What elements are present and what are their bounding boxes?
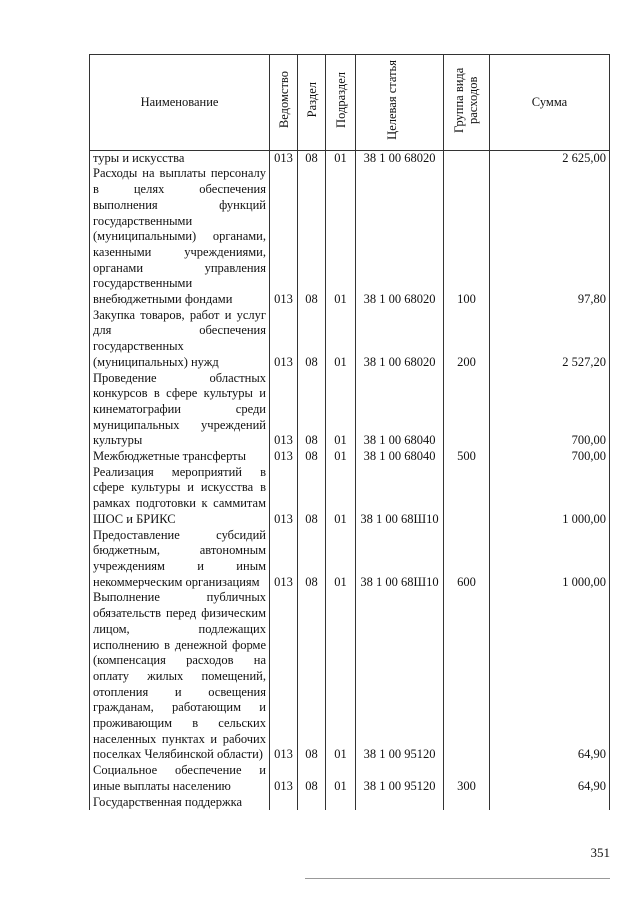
cell-name: Государственная поддержка [90, 795, 270, 811]
cell-razd: 08 [298, 371, 326, 450]
cell-name: туры и искусства [90, 150, 270, 166]
table-row [90, 166, 610, 307]
header-vedomstvo-label: Ведомство [276, 71, 291, 129]
cell-pod: 01 [326, 308, 356, 371]
cell-cel: 38 1 00 68020 [356, 166, 444, 307]
header-vedomstvo [270, 55, 298, 151]
header-razdel-label: Раздел [304, 82, 319, 118]
cell-razd: 08 [298, 528, 326, 591]
header-gruppa [444, 55, 490, 151]
header-celevaya [356, 55, 444, 151]
cell-ved: 013 [270, 308, 298, 371]
cell-cel: 38 1 00 68020 [356, 308, 444, 371]
cell-grp: 300 [444, 763, 490, 794]
cell-pod [326, 795, 356, 811]
cell-sum: 2 625,00 [490, 150, 610, 166]
cell-grp [444, 371, 490, 450]
cell-grp [444, 465, 490, 528]
cell-sum [490, 795, 610, 811]
cell-sum: 64,90 [490, 763, 610, 794]
cell-pod: 01 [326, 166, 356, 307]
cell-razd: 08 [298, 590, 326, 763]
header-podrazdel-label: Подраздел [333, 72, 348, 128]
cell-sum: 700,00 [490, 449, 610, 465]
header-celevaya-label: Целевая статья [384, 60, 399, 140]
table-row [90, 763, 610, 794]
cell-sum: 700,00 [490, 371, 610, 450]
table-row [90, 308, 610, 371]
cell-cel: 38 1 00 68Ш10 [356, 465, 444, 528]
cell-ved: 013 [270, 590, 298, 763]
cell-razd: 08 [298, 465, 326, 528]
cell-ved: 013 [270, 371, 298, 450]
budget-table [89, 54, 610, 810]
header-name [90, 55, 270, 151]
cell-ved: 013 [270, 150, 298, 166]
cell-ved: 013 [270, 449, 298, 465]
header-summa-label: Сумма [531, 94, 568, 109]
page-number: 351 [590, 845, 610, 860]
cell-grp: 500 [444, 449, 490, 465]
table-row [90, 449, 610, 465]
cell-cel: 38 1 00 68Ш10 [356, 528, 444, 591]
cell-name: Реализация мероприятий в сфере культуры и искусства в рамках подготовки к саммитам ШОС и БРИКС [90, 465, 270, 528]
cell-cel: 38 1 00 68020 [356, 150, 444, 166]
cell-razd: 08 [298, 449, 326, 465]
header-summa [490, 55, 610, 151]
table-header [90, 55, 610, 151]
cell-pod: 01 [326, 590, 356, 763]
cell-pod: 01 [326, 449, 356, 465]
cell-ved [270, 795, 298, 811]
cell-sum: 1 000,00 [490, 465, 610, 528]
cell-cel: 38 1 00 95120 [356, 763, 444, 794]
cell-cel: 38 1 00 68040 [356, 449, 444, 465]
cell-sum: 2 527,20 [490, 308, 610, 371]
cell-cel: 38 1 00 68040 [356, 371, 444, 450]
cell-grp [444, 150, 490, 166]
table-row [90, 590, 610, 763]
cell-grp: 200 [444, 308, 490, 371]
table-row [90, 795, 610, 811]
header-gruppa-label: Группа вида расходов [451, 67, 480, 133]
cell-name: Межбюджетные трансферты [90, 449, 270, 465]
bottom-divider [305, 878, 610, 879]
cell-pod: 01 [326, 371, 356, 450]
cell-ved: 013 [270, 528, 298, 591]
cell-sum: 1 000,00 [490, 528, 610, 591]
table-body [90, 150, 610, 810]
header-razdel [298, 55, 326, 151]
cell-pod: 01 [326, 465, 356, 528]
cell-name: Закупка товаров, работ и услуг для обеспечения государственных (муниципальных) нужд [90, 308, 270, 371]
cell-razd: 08 [298, 308, 326, 371]
cell-razd: 08 [298, 150, 326, 166]
table-row [90, 528, 610, 591]
cell-grp: 100 [444, 166, 490, 307]
cell-ved: 013 [270, 465, 298, 528]
table-row [90, 150, 610, 166]
cell-name: Проведение областных конкурсов в сфере культуры и кинематографии среди муниципальных учреждений культуры [90, 371, 270, 450]
cell-cel [356, 795, 444, 811]
cell-name: Социальное обеспечение и иные выплаты населению [90, 763, 270, 794]
cell-pod: 01 [326, 150, 356, 166]
cell-grp: 600 [444, 528, 490, 591]
table-row [90, 371, 610, 450]
cell-name: Выполнение публичных обязательств перед физическим лицом, подлежащих исполнению в денежной форме (компенсация расходов на оплату жилых помещений, отопления и освещения гражданам, работающим и проживающим в сельских населенных пунктах и рабочих поселках Челябинской области) [90, 590, 270, 763]
cell-pod: 01 [326, 528, 356, 591]
cell-pod: 01 [326, 763, 356, 794]
cell-ved: 013 [270, 763, 298, 794]
cell-razd: 08 [298, 763, 326, 794]
cell-ved: 013 [270, 166, 298, 307]
header-podrazdel [326, 55, 356, 151]
cell-grp [444, 795, 490, 811]
table-row [90, 465, 610, 528]
cell-grp [444, 590, 490, 763]
cell-name: Расходы на выплаты персоналу в целях обеспечения выполнения функций государственными (муниципальными) органами, казенными учреждениями, органами управления государственными внебюджетными фондами [90, 166, 270, 307]
cell-sum: 97,80 [490, 166, 610, 307]
header-name-label: Наименование [140, 94, 219, 109]
cell-razd: 08 [298, 166, 326, 307]
cell-cel: 38 1 00 95120 [356, 590, 444, 763]
cell-name: Предоставление субсидий бюджетным, автономным учреждениям и иным некоммерческим организациям [90, 528, 270, 591]
cell-razd [298, 795, 326, 811]
cell-sum: 64,90 [490, 590, 610, 763]
